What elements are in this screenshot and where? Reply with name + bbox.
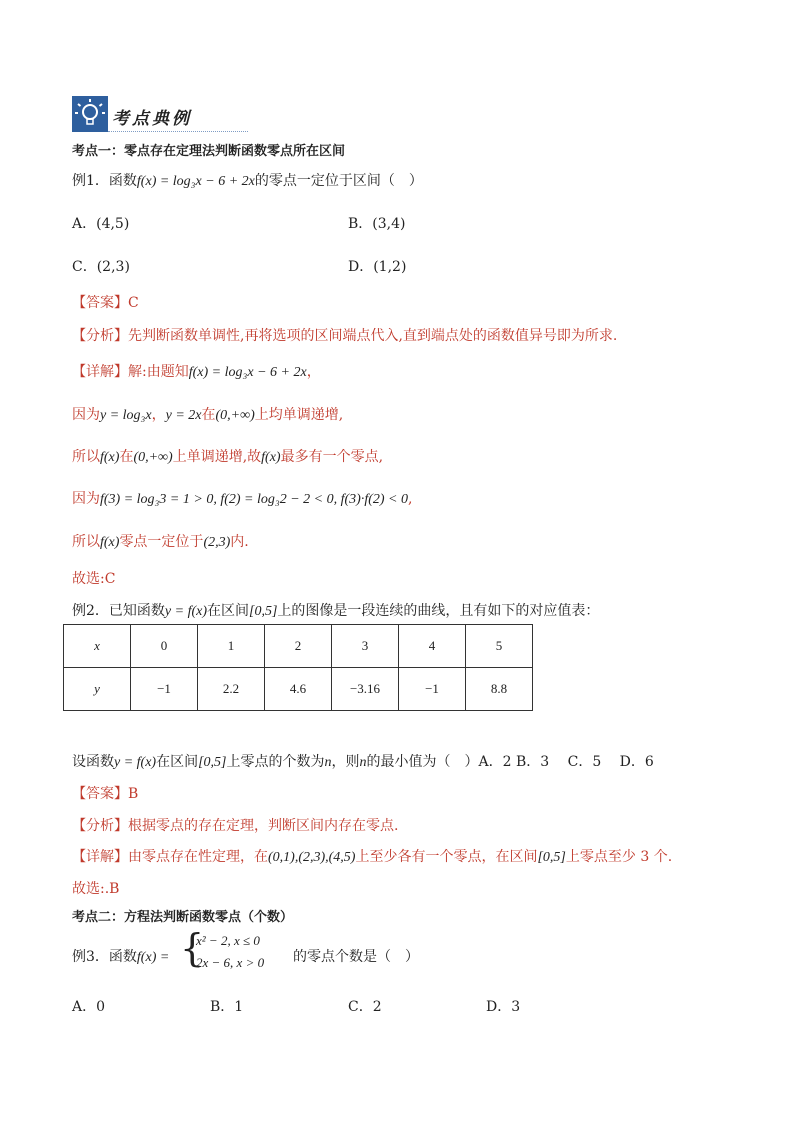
ex3-option-a: A．0 <box>72 999 106 1015</box>
ex2-followup-question: 设函数y = f(x)在区间[0,5]上零点的个数为n，则n的最小值为（ ）A．2 B．3 C．5 D．6 <box>72 754 654 770</box>
table-cell: 8.8 <box>466 668 533 711</box>
brace-icon: { <box>180 926 205 970</box>
kp2-title: 考点二：方程法判断函数零点（个数） <box>72 910 294 925</box>
table-header-y: y <box>64 668 131 711</box>
ex1-option-c: C．(2,3) <box>72 259 130 275</box>
ex3-option-b: B．1 <box>210 999 244 1015</box>
ex1-analysis: 【分析】先判断函数单调性,再将选项的区间端点代入,直到端点处的函数值异号即为所求. <box>72 328 618 344</box>
ex1-detail: 【详解】解:由题知f(x) = log₃x − 6 + 2x， <box>72 364 321 380</box>
ex2-answer: 【答案】B <box>72 786 139 802</box>
kp1-title: 考点一：零点存在定理法判断函数零点所在区间 <box>72 144 346 159</box>
table-cell: 3 <box>332 625 399 668</box>
value-table <box>63 624 533 711</box>
ex1-detail-line2: 因为y = log₃x，y = 2x在(0,+∞)上均单调递增, <box>72 407 344 423</box>
ex3-option-c: C．2 <box>348 999 382 1015</box>
table-row-x <box>64 625 533 668</box>
ex2-detail: 【详解】由零点存在性定理，在(0,1),(2,3),(4,5)上至少各有一个零点，在区间[0,5]上零点至少 3 个. <box>72 849 673 865</box>
ex1-option-b: B．(3,4) <box>348 216 406 232</box>
ex1-detail-line3: 所以f(x)在(0,+∞)上单调递增,故f(x)最多有一个零点, <box>72 449 384 465</box>
table-header-x: x <box>64 625 131 668</box>
table-cell: 0 <box>131 625 198 668</box>
ex2-question: 例2．已知函数y = f(x)在区间[0,5]上的图像是一段连续的曲线，且有如下的对应值表： <box>72 603 600 619</box>
table-cell: 4 <box>399 625 466 668</box>
ex3-case2: 2x − 6, x > 0 <box>196 955 265 970</box>
table-cell: −1 <box>131 668 198 711</box>
ex3-prefix: 例3．函数f(x) = <box>72 949 170 965</box>
ex1-choice: 故选:C <box>72 571 116 587</box>
table-cell: 4.6 <box>265 668 332 711</box>
table-cell: 2.2 <box>198 668 265 711</box>
ex1-question: 例1．函数f(x) = log₃x − 6 + 2x的零点一定位于区间（ ） <box>72 173 423 189</box>
ex1-detail-line4: 因为f(3) = log₃3 = 1 > 0, f(2) = log₃2 − 2 < 0, f(3)·f(2) < 0, <box>72 491 413 507</box>
table-cell: 2 <box>265 625 332 668</box>
lightbulb-icon <box>72 96 108 132</box>
ex3-case1: x² − 2, x ≤ 0 <box>196 933 260 948</box>
ex2-choice: 故选:.B <box>72 881 120 897</box>
table-cell: −3.16 <box>332 668 399 711</box>
ex2-analysis: 【分析】根据零点的存在定理，判断区间内存在零点. <box>72 818 399 834</box>
section-header-title: 考点典例 <box>112 109 192 129</box>
ex1-option-a: A．(4,5) <box>72 216 130 232</box>
ex3-option-d: D．3 <box>486 999 521 1015</box>
ex1-answer: 【答案】C <box>72 295 139 311</box>
ex1-detail-line5: 所以f(x)零点一定位于(2,3)内. <box>72 534 249 550</box>
ex3-suffix: 的零点个数是（ ） <box>293 949 419 965</box>
table-cell: −1 <box>399 668 466 711</box>
table-cell: 1 <box>198 625 265 668</box>
table-cell: 5 <box>466 625 533 668</box>
header-divider <box>108 131 248 132</box>
table-row-y <box>64 668 533 711</box>
ex1-option-d: D．(1,2) <box>348 259 407 275</box>
